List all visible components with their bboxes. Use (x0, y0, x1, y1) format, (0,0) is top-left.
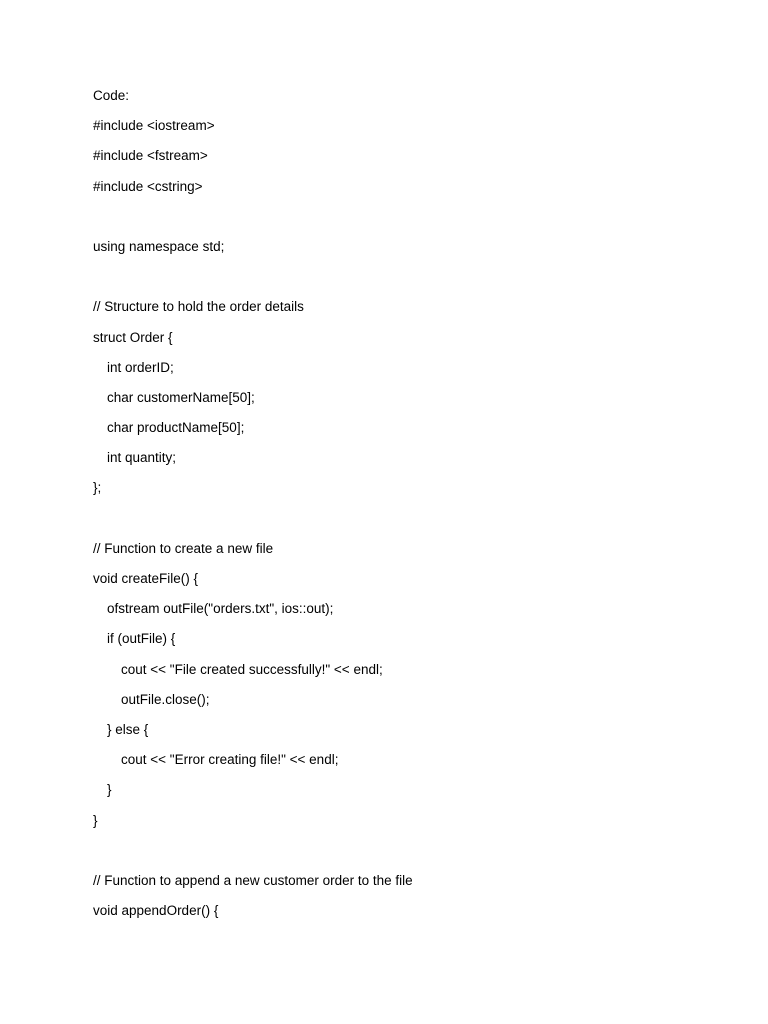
text-line: } (93, 812, 98, 828)
text-line: outFile.close(); (121, 691, 210, 707)
text-line: if (outFile) { (107, 631, 176, 647)
blank-line (93, 841, 713, 871)
text-line: void createFile() { (93, 571, 199, 586)
text-line: #include <iostream> (93, 118, 215, 134)
text-line: }; (93, 480, 102, 496)
text-line: void appendOrder() { (93, 903, 219, 919)
text-line: struct Order { (93, 329, 173, 345)
blank-line (93, 207, 713, 237)
text-line: using namespace std; (93, 238, 225, 254)
text-line: char productName[50]; (107, 420, 245, 436)
text-line: #include <fstream> (93, 148, 208, 164)
text-line: } (107, 782, 112, 798)
code-listing (93, 86, 713, 931)
text-line: Code: (93, 88, 130, 103)
text-line: // Function to append a new customer order to the file (93, 872, 413, 888)
text-line: cout << "File created successfully!" << endl; (121, 661, 383, 677)
blank-line (93, 509, 713, 539)
text-line: char customerName[50]; (107, 389, 255, 405)
text-line: // Function to create a new file (93, 540, 274, 556)
text-line: // Structure to hold the order details (93, 299, 304, 315)
text-line: ofstream outFile("orders.txt", ios::out); (107, 601, 334, 617)
text-line: int orderID; (107, 359, 174, 375)
blank-line (93, 267, 713, 297)
text-line: } else { (107, 721, 149, 737)
text-line: #include <cstring> (93, 178, 203, 194)
text-line: cout << "Error creating file!" << endl; (121, 752, 339, 768)
text-line: int quantity; (107, 450, 177, 466)
